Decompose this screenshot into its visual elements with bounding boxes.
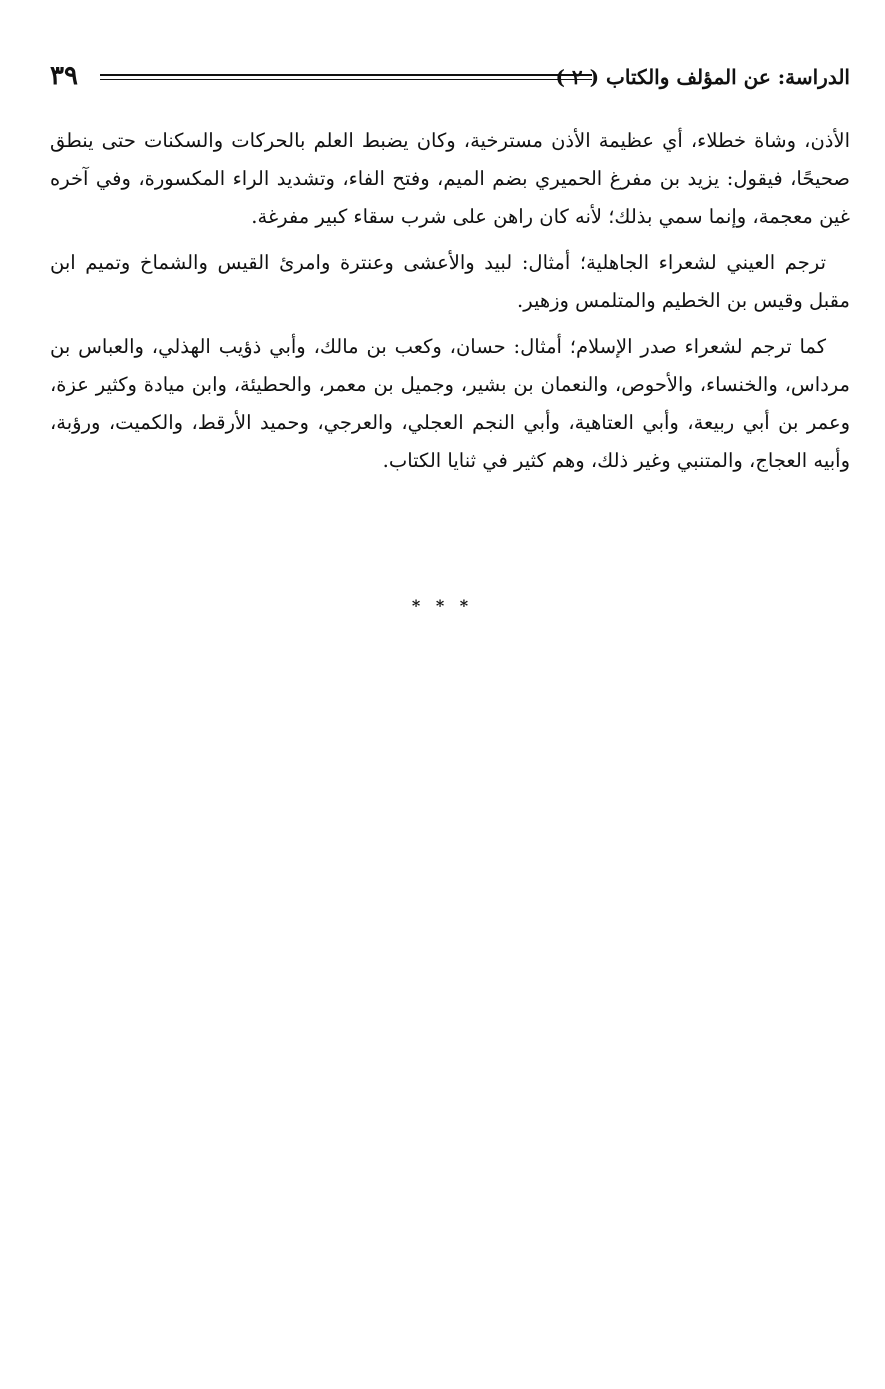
paragraph-early-islamic-poets: كما ترجم لشعراء صدر الإسلام؛ أمثال: حسان، وكعب بن مالك، وأبي ذؤيب الهذلي، والعباس بن مرداس، والخنساء، والأحوص، والنعمان بن بشير، وجميل بن معمر، والحطيئة، وابن ميادة وكثير عزة، وعمر بن أبي ربيعة، وأبي العتاهية، وأبي النجم العجلي، والعرجي، وحميد الأرقط، والكميت، ورؤبة، وأبيه العجاج، والمتنبي وغير ذلك، وهم كثير في ثنايا الكتاب.	[50, 335, 850, 472]
paragraph-continuation: الأذن، وشاة خطلاء، أي عظيمة الأذن مسترخية، وكان يضبط العلم بالحركات والسكنات حتى ينطق صحيحًا، فيقول: يزيد بن مفرغ الحميري بضم الميم، وفتح الفاء، وتشديد الراء المكسورة، وفي آخره غين معجمة، وإنما سمي بذلك؛ لأنه كان راهن على شرب سقاء كبير مفرغة.	[50, 129, 850, 228]
running-header	[50, 62, 850, 96]
paragraph-pre-islamic-poets: ترجم العيني لشعراء الجاهلية؛ أمثال: لبيد والأعشى وعنترة وامرئ القيس والشماخ وتميم ابن مقبل وقيس بن الخطيم والمتلمس وزهير.	[50, 251, 850, 312]
section-separator: * * *	[411, 596, 474, 615]
header-title: الدراسة: عن المؤلف والكتاب ( ٢ )	[555, 65, 850, 89]
page-number: ٣٩	[50, 61, 78, 91]
header-rule	[100, 74, 592, 80]
body-text	[50, 122, 850, 488]
